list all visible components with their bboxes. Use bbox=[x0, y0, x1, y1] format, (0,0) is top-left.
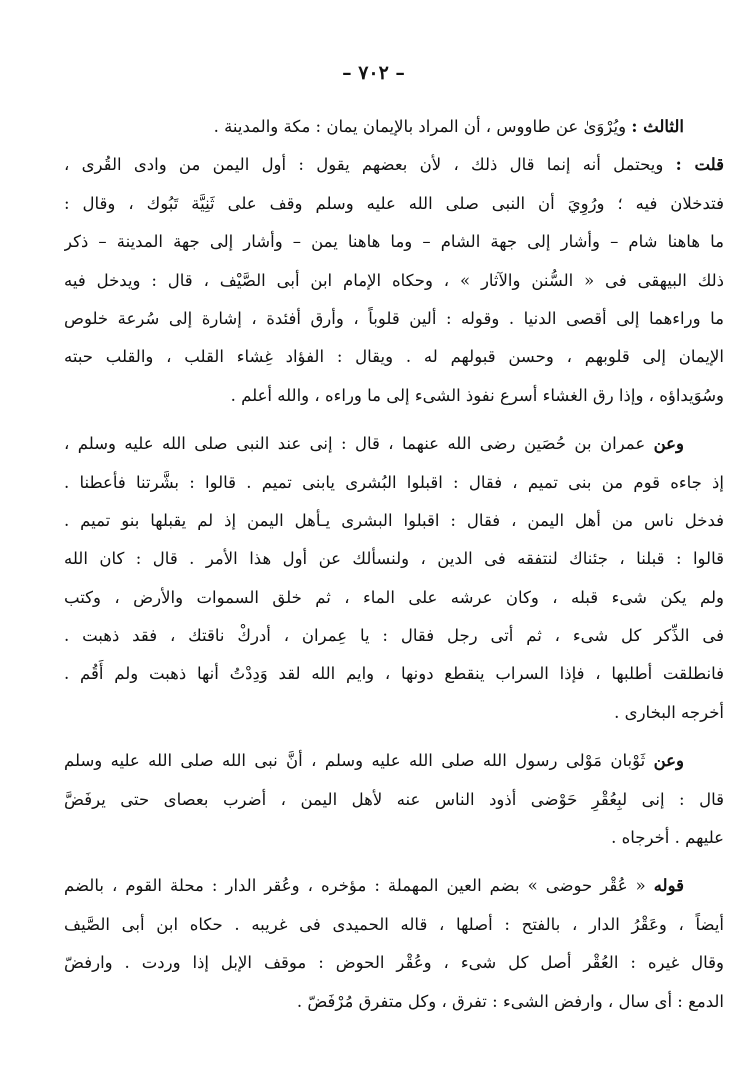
text-line: ولم يكن شىء قبله ، وكان عرشه على الماء ، ثم خلق السموات والأرض ، وكتب bbox=[64, 587, 724, 607]
text-line: فتدخلان فيه ؛ ورُوِيَ أن النبى صلى الله عليه وسلم وقف على ثَنِيَّة تَبُوك ، وقال : bbox=[64, 193, 724, 213]
text-line: الإيمان إلى قلوبهم ، وحسن قبولهم له . ويقال : الفؤاد غِشاء القلب ، والقلب حبته bbox=[64, 347, 724, 367]
text-line: قال : إنى لبِعُقْرِ حَوْضى أذود الناس عنه لأهل اليمن ، أضرب بعصاى حتى يرفَضَّ bbox=[64, 789, 724, 809]
text-line: عليهم . أخرجاه . bbox=[611, 828, 724, 848]
text-line: الدمع : أى سال ، وارفض الشىء : تفرق ، وكل متفرق مُرْفَضّ . bbox=[296, 991, 724, 1011]
text-line: قوله « عُقْر حوضى » بضم العين المهملة : مؤخره ، وعُقر الدار : محلة القوم ، بالضم bbox=[64, 876, 684, 896]
text-line: فى الذِّكر كل شىء ، ثم أتى رجل فقال : يا عِمران ، أدركْ ناقتك ، فقد ذهبت . bbox=[64, 626, 724, 646]
text-line: قالوا : قبلنا ، جئناك لنتفقه فى الدين ، ولنسألك عن أول هذا الأمر . قال : كان الله bbox=[64, 549, 724, 569]
paragraph-gap bbox=[64, 732, 724, 742]
paragraph-explanation bbox=[64, 867, 724, 1021]
text-line: ذلك البيهقى فى « السُّنن والآثار » ، وحكاه الإمام ابن أبى الصَّيْف ، قال : ويدخل فيه bbox=[64, 270, 724, 290]
text-line: فدخل ناس من أهل اليمن ، فقال : اقبلوا البشرى يـأهل اليمن إذ لم يقبلها بنو تميم . bbox=[64, 510, 724, 530]
paragraph-gap bbox=[64, 415, 724, 425]
text-line: وعن ثَوْبان مَوْلى رسول الله صلى الله عليه وسلم ، أنَّ نبى الله صلى الله عليه وسلم bbox=[64, 751, 684, 771]
text-line: الثالث : ويُرْوَىٰ عن طاووس ، أن المراد بالإيمان يمان : مكة والمدينة . bbox=[213, 117, 684, 136]
text-line: إذ جاءه قوم من بنى تميم ، فقال : اقبلوا البُشرى يابنى تميم . قالوا : بشَّرتنا فأعطنا . bbox=[64, 472, 724, 492]
paragraph-gap bbox=[64, 857, 724, 867]
text-line: ما وراءهما إلى أقصى الدنيا . وقوله : ألين قلوباً ، وأرق أفئدة ، إشارة إلى سُرعة خلوص bbox=[64, 308, 724, 328]
text-line: قلت : ويحتمل أنه إنما قال ذلك ، لأن بعضهم يقول : أول اليمن من وادى القُرى ، bbox=[64, 155, 724, 175]
text-line: ما هاهنا شام – وأشار إلى جهة الشام – وما هاهنا يمن – وأشار إلى جهة المدينة – ذكر bbox=[64, 232, 724, 252]
page-number: – ٧٠٢ – bbox=[342, 62, 405, 84]
text-line: أخرجه البخارى . bbox=[614, 702, 724, 722]
text-line: فانطلقت أطلبها ، فإذا السراب ينقطع دونها ، وايم الله لقد وَدِدْتُ أنها ذهبت ولم أَقُم . bbox=[64, 664, 724, 684]
text-line: أيضاً ، وعَقْرُ الدار ، بالفتح : أصلها ، قاله الحميدى فى غريبه . حكاه ابن أبى الصَّيف bbox=[64, 914, 724, 934]
paragraph-commentary bbox=[64, 146, 724, 415]
paragraph-third-opinion bbox=[64, 108, 724, 146]
paragraph-hadith-thawban bbox=[64, 742, 724, 857]
text-line: وعن عمران بن حُصَين رضى الله عنهما ، قال : إنى عند النبى صلى الله عليه وسلم ، bbox=[64, 434, 684, 454]
text-line: وقال غيره : العُقْر أصل كل شىء ، وعُقْر الحوض : موقف الإبل إذا وردت . وارفضّ bbox=[64, 953, 724, 973]
main-text bbox=[64, 108, 724, 1021]
paragraph-hadith-imran bbox=[64, 425, 724, 732]
text-line: وسُوَيداؤه ، وإذا رق الغشاء أسرع نفوذ الشىء إلى ما وراءه ، والله أعلم . bbox=[230, 385, 724, 405]
